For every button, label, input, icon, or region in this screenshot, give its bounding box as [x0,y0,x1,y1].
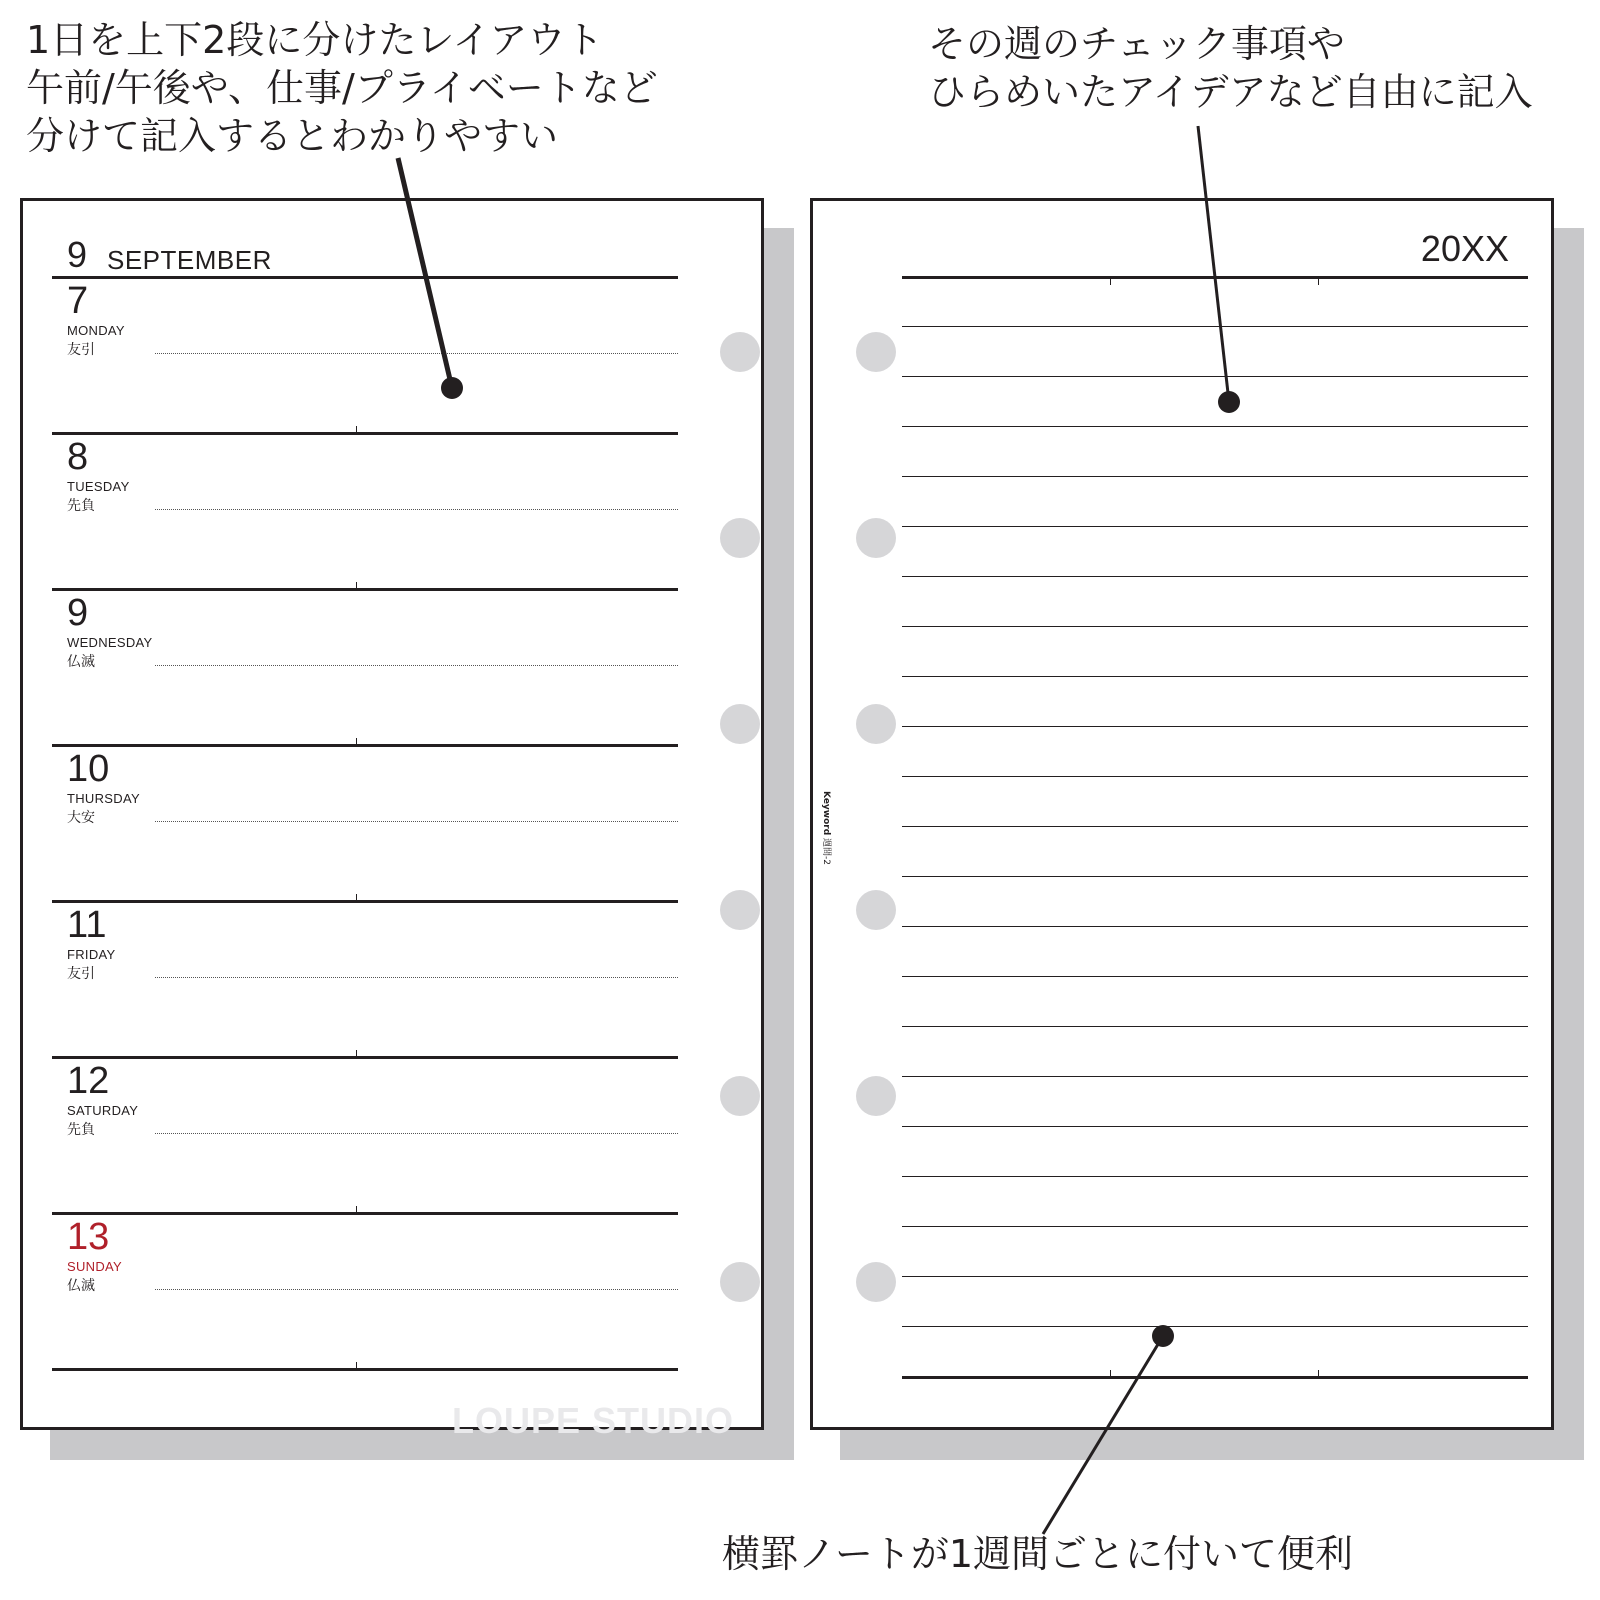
callout-left-line-2: 午前/午後や、仕事/プライベートなど [26,66,658,110]
keyword-sub: 週間-2 [821,838,831,866]
keyword-title: Keyword [821,791,831,836]
weekday-label: THURSDAY [67,791,140,806]
month-number: 9 [67,234,88,275]
weekday-label: MONDAY [67,323,125,338]
rokuyo-label: 先負 [67,498,95,514]
day-number: 9 [67,592,89,634]
weekday-label: WEDNESDAY [67,635,153,650]
rokuyo-label: 大安 [67,810,95,826]
year-label: 20XX [1420,228,1509,269]
callout-left-line-1: 1日を上下2段に分けたレイアウト [26,18,604,62]
callout-left-line-3: 分けて記入するとわかりやすい [26,114,559,158]
day-number: 11 [67,904,107,946]
callout-right-line-2: ひらめいたアイデアなど自由に記入 [928,70,1533,114]
callout-bottom: 横罫ノートが1週間ごとに付いて便利 [722,1532,1354,1576]
leader-line-right [1198,126,1229,402]
weekday-label: FRIDAY [67,947,116,962]
month-name: SEPTEMBER [107,245,272,275]
day-number: 10 [67,748,110,790]
rokuyo-label: 先負 [67,1122,95,1138]
watermark-logo: LOUPE STUDIO [452,1400,735,1441]
rokuyo-label: 仏滅 [67,1278,95,1294]
weekday-label: SATURDAY [67,1103,139,1118]
leader-line-bottom [1043,1336,1163,1534]
callout-right-line-1: その週のチェック事項や [928,22,1345,66]
day-number: 13 [67,1216,110,1258]
rokuyo-label: 友引 [67,342,95,358]
day-number: 7 [67,280,89,322]
day-number: 12 [67,1060,110,1102]
weekday-label: SUNDAY [67,1259,123,1274]
rokuyo-label: 仏滅 [67,654,95,670]
leader-line-left [398,158,452,388]
leader-dot-bottom [1152,1325,1174,1347]
rokuyo-label: 友引 [67,966,95,982]
leader-dot-left [441,377,463,399]
weekday-label: TUESDAY [67,479,130,494]
day-number: 8 [67,436,89,478]
leader-dot-right [1218,391,1240,413]
